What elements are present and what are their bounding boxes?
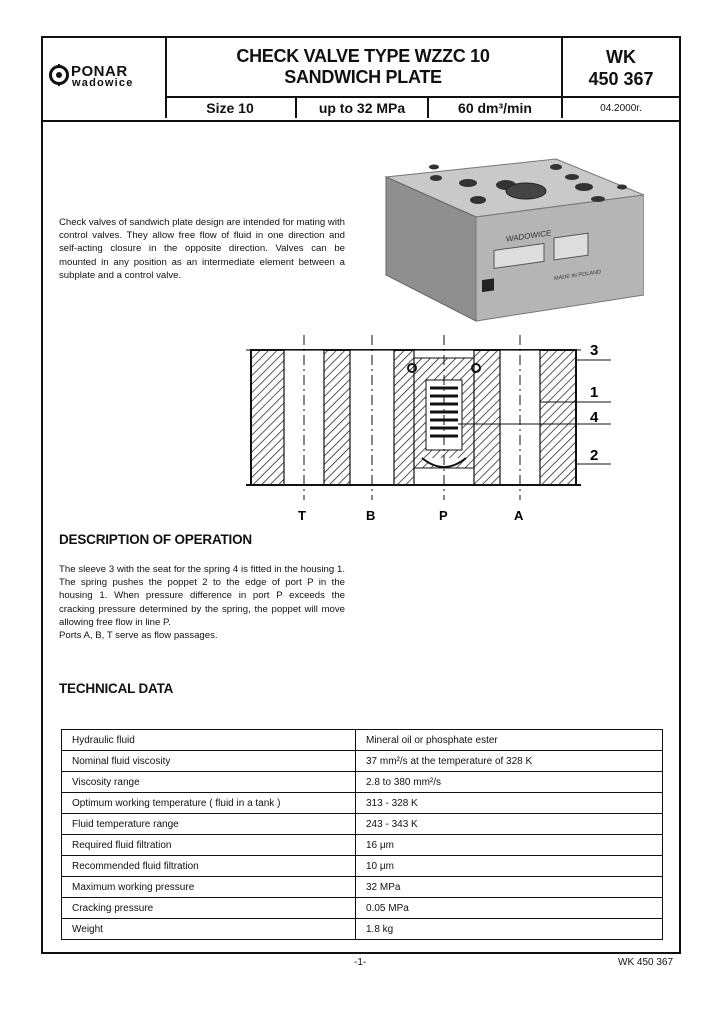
row-label: Nominal fluid viscosity [62,751,356,772]
callout-4: 4 [590,409,599,426]
row-label: Fluid temperature range [62,814,356,835]
logo-brand: PONAR [71,63,128,80]
page-title: CHECK VALVE TYPE WZZC 10 [236,46,490,66]
technical-data-table [61,729,663,940]
row-value: 313 - 328 K [356,793,663,814]
table-row [62,772,663,793]
row-value: 1.8 kg [356,919,663,940]
row-value: 10 μm [356,856,663,877]
spec-pressure: up to 32 MPa [297,98,429,118]
photo-label-wadowice: WADOWICE [506,228,552,244]
row-label: Required fluid filtration [62,835,356,856]
row-value: 2.8 to 380 mm²/s [356,772,663,793]
port-A: A [514,508,524,523]
table-row [62,730,663,751]
port-P: P [439,508,448,523]
date: 04.2000r. [600,103,642,114]
table-row [62,877,663,898]
table-row [62,793,663,814]
row-label: Cracking pressure [62,898,356,919]
code-line2: 450 367 [588,69,654,89]
page-subtitle: SANDWICH PLATE [284,67,442,87]
row-label: Maximum working pressure [62,877,356,898]
table-row [62,835,663,856]
title-cell [165,38,563,98]
technical-heading: TECHNICAL DATA [59,681,174,696]
row-label: Recommended fluid filtration [62,856,356,877]
logo-sub: wadowice [72,77,134,89]
row-value: 0.05 MPa [356,898,663,919]
row-value: 243 - 343 K [356,814,663,835]
intro-text: Check valves of sandwich plate design are intended for mating with control valves. They allow free flow of fluid in one direction and self-acting closure in the opposite direction. Valves can be mounted in any position as an intermediate element between a subplate and a control valve. [59,217,345,281]
table-row [62,856,663,877]
callout-3: 3 [590,342,599,359]
footer-code: WK 450 367 [618,957,674,968]
table-row [62,898,663,919]
logo [43,38,167,118]
row-label: Viscosity range [62,772,356,793]
table-row [62,814,663,835]
row-value: Mineral oil or phosphate ester [356,730,663,751]
port-B: B [366,508,376,523]
table-row [62,751,663,772]
port-T: T [298,508,306,523]
operation-text-2: Ports A, B, T serve as flow passages. [59,630,218,642]
row-label: Optimum working temperature ( fluid in a tank ) [62,793,356,814]
footer-page: -1- [354,957,367,968]
spec-flow: 60 dm³/min [429,98,563,118]
callout-2: 2 [590,447,599,464]
operation-text: The sleeve 3 with the seat for the spring 4 is fitted in the housing 1. The spring pushes the poppet 2 to the edge of port P in the housing 1. When pressure difference in port P exceeds the cracking pressure determined by the spring, the poppet will move allowing free flow in line P. [59,564,345,628]
spec-size: Size 10 [165,98,297,118]
operation-heading: DESCRIPTION OF OPERATION [59,532,252,547]
code-line1: WK [606,47,636,67]
product-photo [376,155,644,323]
header [43,38,679,122]
table-row [62,919,663,940]
photo-label-made: MADE IN POLAND [554,269,601,282]
row-value: 37 mm²/s at the temperature of 328 K [356,751,663,772]
operation-text-block [59,563,345,642]
row-value: 32 MPa [356,877,663,898]
row-label: Weight [62,919,356,940]
row-label: Hydraulic fluid [62,730,356,751]
code-cell [563,38,679,98]
section-drawing [246,330,616,525]
row-value: 16 μm [356,835,663,856]
callout-1: 1 [590,384,599,401]
